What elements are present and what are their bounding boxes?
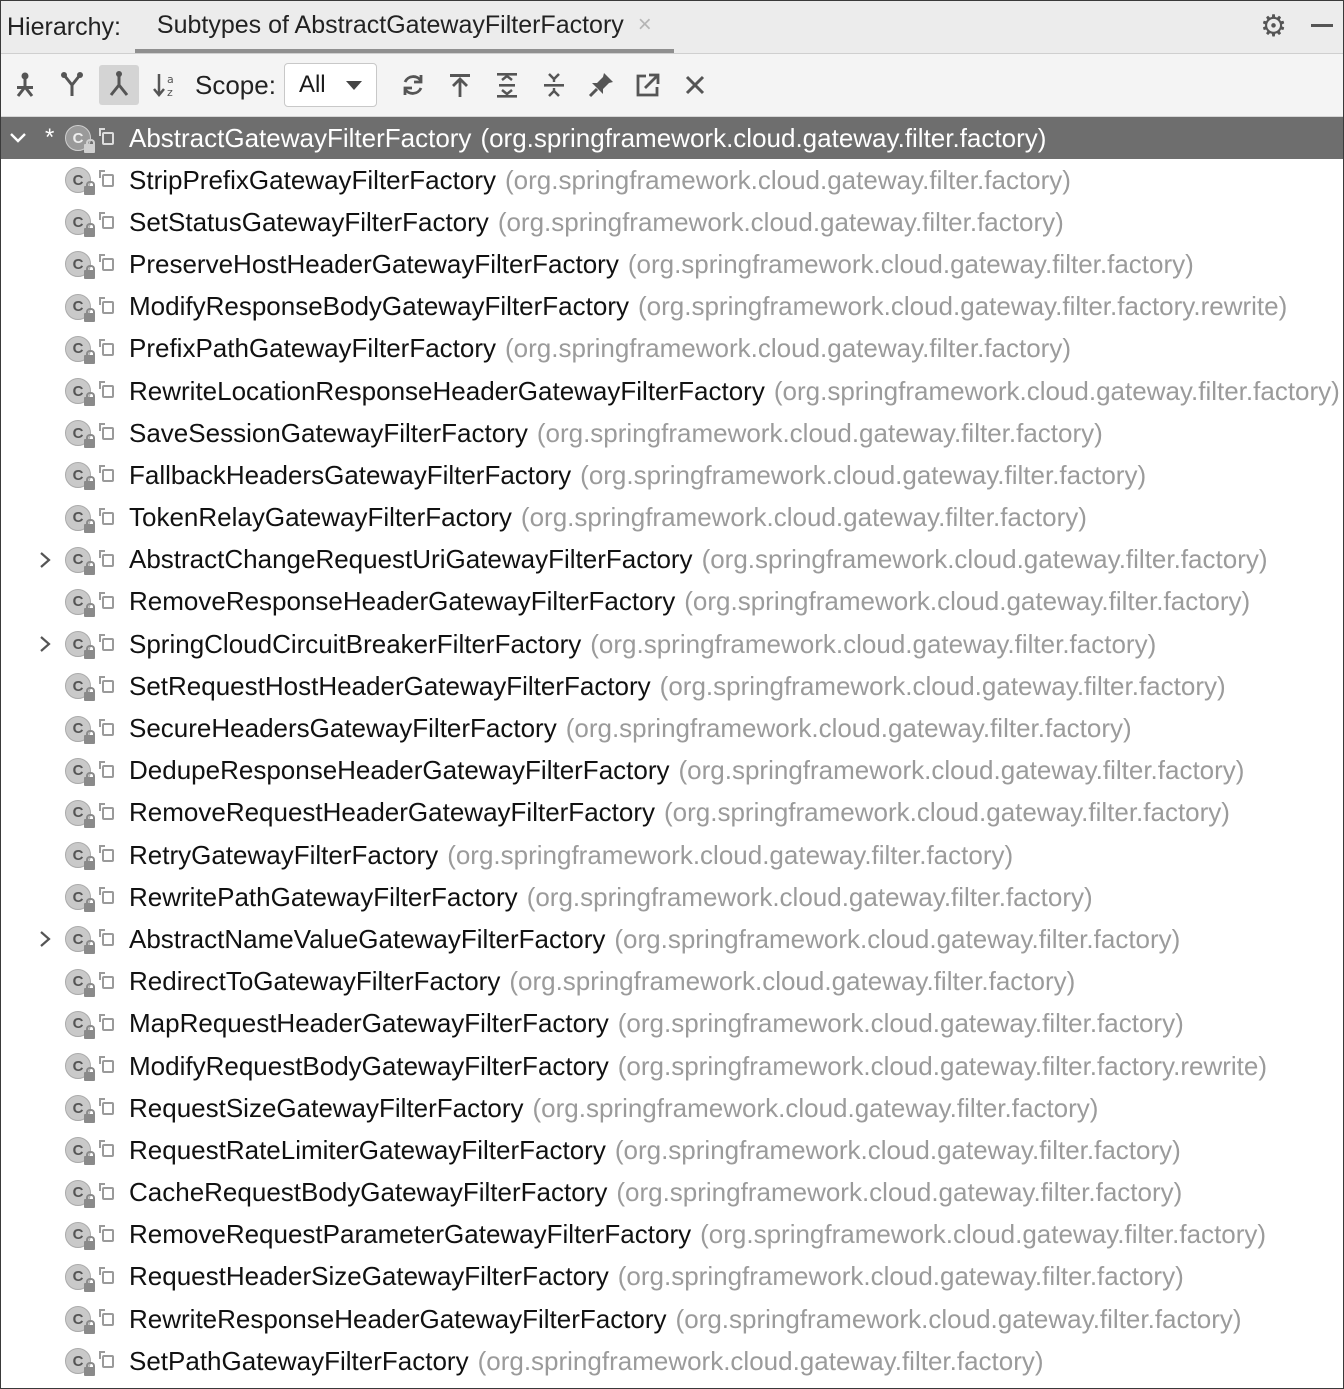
- package-name: (org.springframework.cloud.gateway.filter.factory): [509, 966, 1076, 997]
- tree-row[interactable]: [1, 792, 1343, 834]
- class-icon: C: [65, 294, 91, 320]
- svg-text:z: z: [167, 86, 173, 99]
- class-name: AbstractGatewayFilterFactory: [129, 122, 472, 153]
- public-visibility-icon: [99, 1225, 117, 1245]
- package-name: (org.springframework.cloud.gateway.filter.factory): [447, 839, 1014, 870]
- class-icon: C: [65, 1264, 91, 1290]
- package-name: (org.springframework.cloud.gateway.filter.factory): [678, 755, 1245, 786]
- class-name: RewritePathGatewayFilterFactory: [129, 881, 518, 912]
- package-name: (org.springframework.cloud.gateway.filter.factory): [616, 1177, 1183, 1208]
- export-icon[interactable]: [440, 65, 480, 105]
- public-visibility-icon: [99, 676, 117, 696]
- public-visibility-icon: [99, 339, 117, 359]
- tool-window-header: [1, 1, 1343, 54]
- tree-row[interactable]: [1, 961, 1343, 1003]
- tree-root-row[interactable]: [1, 117, 1343, 159]
- public-visibility-icon: [99, 845, 117, 865]
- class-icon: C: [65, 167, 91, 193]
- class-name: RemoveRequestHeaderGatewayFilterFactory: [129, 797, 655, 828]
- class-icon: C: [65, 209, 91, 235]
- chevron-down-icon: [346, 81, 362, 90]
- package-name: (org.springframework.cloud.gateway.filter.factory): [700, 1219, 1267, 1250]
- class-icon: C: [65, 673, 91, 699]
- class-icon: C: [65, 589, 91, 615]
- class-name: SetRequestHostHeaderGatewayFilterFactory: [129, 670, 651, 701]
- scope-dropdown[interactable]: [284, 63, 377, 107]
- class-name: PreserveHostHeaderGatewayFilterFactory: [129, 248, 619, 279]
- tree-row[interactable]: [1, 876, 1343, 918]
- tree-row[interactable]: [1, 454, 1343, 496]
- class-icon: C: [65, 716, 91, 742]
- class-icon: C: [65, 842, 91, 868]
- public-visibility-icon: [99, 508, 117, 528]
- class-name: RewriteLocationResponseHeaderGatewayFilterFactory: [129, 375, 765, 406]
- class-icon: C: [65, 631, 91, 657]
- class-name: RequestSizeGatewayFilterFactory: [129, 1092, 524, 1123]
- public-visibility-icon: [99, 254, 117, 274]
- public-visibility-icon: [99, 719, 117, 739]
- class-name: RedirectToGatewayFilterFactory: [129, 966, 501, 997]
- class-name: CacheRequestBodyGatewayFilterFactory: [129, 1177, 608, 1208]
- public-visibility-icon: [99, 297, 117, 317]
- package-name: (org.springframework.cloud.gateway.filter.factory): [505, 333, 1071, 364]
- public-visibility-icon: [99, 1098, 117, 1118]
- class-icon: C: [65, 125, 91, 151]
- class-icon: C: [65, 1222, 91, 1248]
- chevron-down-icon[interactable]: [9, 132, 39, 144]
- tree-row[interactable]: [1, 834, 1343, 876]
- expand-all-icon[interactable]: [487, 65, 527, 105]
- tree-row[interactable]: [1, 623, 1343, 665]
- package-name: (org.springframework.cloud.gateway.filter.factory): [497, 206, 1064, 237]
- package-name: (org.springframework.cloud.gateway.filter.factory): [480, 122, 1047, 153]
- hierarchy-tree: [1, 117, 1343, 1382]
- class-icon: C: [65, 547, 91, 573]
- header-actions: [1260, 1, 1333, 53]
- tree-row[interactable]: [1, 1340, 1343, 1382]
- package-name: (org.springframework.cloud.gateway.filter.factory): [773, 375, 1340, 406]
- package-name: (org.springframework.cloud.gateway.filter.factory): [520, 502, 1087, 533]
- class-name: SetStatusGatewayFilterFactory: [129, 206, 489, 237]
- class-icon: C: [65, 926, 91, 952]
- scope-label: Scope:: [195, 69, 276, 100]
- class-name: StripPrefixGatewayFilterFactory: [129, 164, 496, 195]
- type-hierarchy-icon[interactable]: [5, 65, 45, 105]
- tree-row[interactable]: [1, 665, 1343, 707]
- public-visibility-icon: [99, 972, 117, 992]
- tree-children: [1, 159, 1343, 1382]
- refresh-icon[interactable]: [393, 65, 433, 105]
- class-icon: C: [65, 1180, 91, 1206]
- tree-row[interactable]: [1, 1172, 1343, 1214]
- package-name: (org.springframework.cloud.gateway.filter.factory.rewrite): [617, 1050, 1268, 1081]
- supertypes-icon[interactable]: [52, 65, 92, 105]
- tree-row[interactable]: [1, 707, 1343, 749]
- collapse-all-icon[interactable]: [534, 65, 574, 105]
- hierarchy-label: Hierarchy:: [7, 13, 121, 41]
- class-icon: C: [65, 1348, 91, 1374]
- tree-row[interactable]: [1, 243, 1343, 285]
- pin-icon[interactable]: [581, 65, 621, 105]
- class-name: RequestRateLimiterGatewayFilterFactory: [129, 1134, 606, 1165]
- package-name: (org.springframework.cloud.gateway.filter.factory): [617, 1008, 1184, 1039]
- tree-row[interactable]: [1, 918, 1343, 960]
- public-visibility-icon: [99, 1014, 117, 1034]
- public-visibility-icon: [99, 1267, 117, 1287]
- package-name: (org.springframework.cloud.gateway.filter.factory): [701, 544, 1268, 575]
- tree-row[interactable]: [1, 201, 1343, 243]
- public-visibility-icon: [99, 550, 117, 570]
- package-name: (org.springframework.cloud.gateway.filter.factory): [627, 248, 1194, 279]
- class-icon: C: [65, 420, 91, 446]
- svg-text:a: a: [167, 73, 174, 86]
- package-name: (org.springframework.cloud.gateway.filter.factory): [664, 797, 1230, 828]
- package-name: (org.springframework.cloud.gateway.filter.factory): [614, 1134, 1181, 1165]
- class-icon: C: [65, 1306, 91, 1332]
- public-visibility-icon: [99, 465, 117, 485]
- class-icon: C: [65, 884, 91, 910]
- public-visibility-icon: [99, 1351, 117, 1371]
- tab-subtypes[interactable]: [135, 1, 674, 53]
- class-icon: C: [65, 251, 91, 277]
- package-name: (org.springframework.cloud.gateway.filter.factory): [504, 164, 1071, 195]
- tree-row[interactable]: [1, 328, 1343, 370]
- subtypes-icon[interactable]: [99, 65, 139, 105]
- tab-close-icon[interactable]: ×: [637, 11, 652, 38]
- class-name: ModifyRequestBodyGatewayFilterFactory: [129, 1050, 609, 1081]
- package-name: (org.springframework.cloud.gateway.filter.factory.rewrite): [637, 291, 1288, 322]
- class-name: RemoveRequestParameterGatewayFilterFactory: [129, 1219, 692, 1250]
- public-visibility-icon: [99, 1140, 117, 1160]
- tree-row[interactable]: [1, 370, 1343, 412]
- class-icon: C: [65, 378, 91, 404]
- class-icon: C: [65, 462, 91, 488]
- class-icon: C: [65, 505, 91, 531]
- package-name: (org.springframework.cloud.gateway.filter.factory): [617, 1261, 1184, 1292]
- tree-row[interactable]: [1, 1129, 1343, 1171]
- tab-title: Subtypes of AbstractGatewayFilterFactory: [156, 10, 624, 39]
- package-name: (org.springframework.cloud.gateway.filter.factory): [580, 459, 1147, 490]
- tree-row[interactable]: [1, 1256, 1343, 1298]
- public-visibility-icon: [99, 634, 117, 654]
- class-name: SetPathGatewayFilterFactory: [129, 1345, 469, 1376]
- gear-icon[interactable]: ⚙: [1260, 10, 1287, 43]
- tree-row[interactable]: [1, 1003, 1343, 1045]
- close-icon[interactable]: [675, 65, 715, 105]
- class-name: AbstractNameValueGatewayFilterFactory: [129, 923, 606, 954]
- public-visibility-icon: [99, 381, 117, 401]
- class-name: AbstractChangeRequestUriGatewayFilterFactory: [129, 544, 693, 575]
- class-icon: C: [65, 336, 91, 362]
- tree-row[interactable]: [1, 750, 1343, 792]
- package-name: (org.springframework.cloud.gateway.filter.factory): [532, 1092, 1099, 1123]
- chevron-right-icon[interactable]: [1, 635, 61, 653]
- root-marker: *: [45, 124, 55, 151]
- class-icon: C: [65, 758, 91, 784]
- class-name: SecureHeadersGatewayFilterFactory: [129, 713, 557, 744]
- tree-row[interactable]: [1, 497, 1343, 539]
- class-name: TokenRelayGatewayFilterFactory: [129, 502, 512, 533]
- public-visibility-icon: [99, 887, 117, 907]
- class-icon: C: [65, 1011, 91, 1037]
- public-visibility-icon: [99, 128, 117, 148]
- class-name: RewriteResponseHeaderGatewayFilterFactory: [129, 1303, 667, 1334]
- chevron-right-icon[interactable]: [1, 930, 61, 948]
- tree-row[interactable]: [1, 1214, 1343, 1256]
- tree-row[interactable]: [1, 1087, 1343, 1129]
- class-name: SaveSessionGatewayFilterFactory: [129, 417, 528, 448]
- public-visibility-icon: [99, 761, 117, 781]
- public-visibility-icon: [99, 423, 117, 443]
- minimize-icon[interactable]: [1311, 24, 1333, 27]
- class-name: ModifyResponseBodyGatewayFilterFactory: [129, 291, 629, 322]
- package-name: (org.springframework.cloud.gateway.filter.factory): [590, 628, 1157, 659]
- chevron-right-icon[interactable]: [1, 551, 61, 569]
- package-name: (org.springframework.cloud.gateway.filter.factory): [684, 586, 1251, 617]
- tree-row[interactable]: [1, 412, 1343, 454]
- package-name: (org.springframework.cloud.gateway.filter.factory): [526, 881, 1093, 912]
- tree-row[interactable]: [1, 1298, 1343, 1340]
- public-visibility-icon: [99, 803, 117, 823]
- class-name: RetryGatewayFilterFactory: [129, 839, 439, 870]
- package-name: (org.springframework.cloud.gateway.filter.factory): [614, 923, 1181, 954]
- package-name: (org.springframework.cloud.gateway.filter.factory): [675, 1303, 1242, 1334]
- class-icon: C: [65, 969, 91, 995]
- tree-row[interactable]: [1, 1045, 1343, 1087]
- class-name: RemoveResponseHeaderGatewayFilterFactory: [129, 586, 676, 617]
- class-name: PrefixPathGatewayFilterFactory: [129, 333, 497, 364]
- public-visibility-icon: [99, 212, 117, 232]
- public-visibility-icon: [99, 1309, 117, 1329]
- class-name: SpringCloudCircuitBreakerFilterFactory: [129, 628, 582, 659]
- hierarchy-toolbar: [1, 54, 1343, 117]
- class-name: DedupeResponseHeaderGatewayFilterFactory: [129, 755, 670, 786]
- open-in-window-icon[interactable]: [628, 65, 668, 105]
- tree-row[interactable]: [1, 539, 1343, 581]
- package-name: (org.springframework.cloud.gateway.filter.factory): [536, 417, 1103, 448]
- public-visibility-icon: [99, 929, 117, 949]
- public-visibility-icon: [99, 592, 117, 612]
- class-icon: C: [65, 1137, 91, 1163]
- sort-alphabetically-icon[interactable]: [146, 65, 186, 105]
- tree-row[interactable]: [1, 581, 1343, 623]
- package-name: (org.springframework.cloud.gateway.filter.factory): [565, 713, 1132, 744]
- package-name: (org.springframework.cloud.gateway.filter.factory): [659, 670, 1226, 701]
- tree-row[interactable]: [1, 159, 1343, 201]
- class-icon: C: [65, 800, 91, 826]
- class-name: MapRequestHeaderGatewayFilterFactory: [129, 1008, 609, 1039]
- class-icon: C: [65, 1053, 91, 1079]
- scope-value: All: [298, 71, 326, 98]
- class-name: FallbackHeadersGatewayFilterFactory: [129, 459, 572, 490]
- public-visibility-icon: [99, 1183, 117, 1203]
- class-name: RequestHeaderSizeGatewayFilterFactory: [129, 1261, 609, 1292]
- tree-row[interactable]: [1, 286, 1343, 328]
- public-visibility-icon: [99, 1056, 117, 1076]
- package-name: (org.springframework.cloud.gateway.filter.factory): [477, 1345, 1044, 1376]
- class-icon: C: [65, 1095, 91, 1121]
- public-visibility-icon: [99, 170, 117, 190]
